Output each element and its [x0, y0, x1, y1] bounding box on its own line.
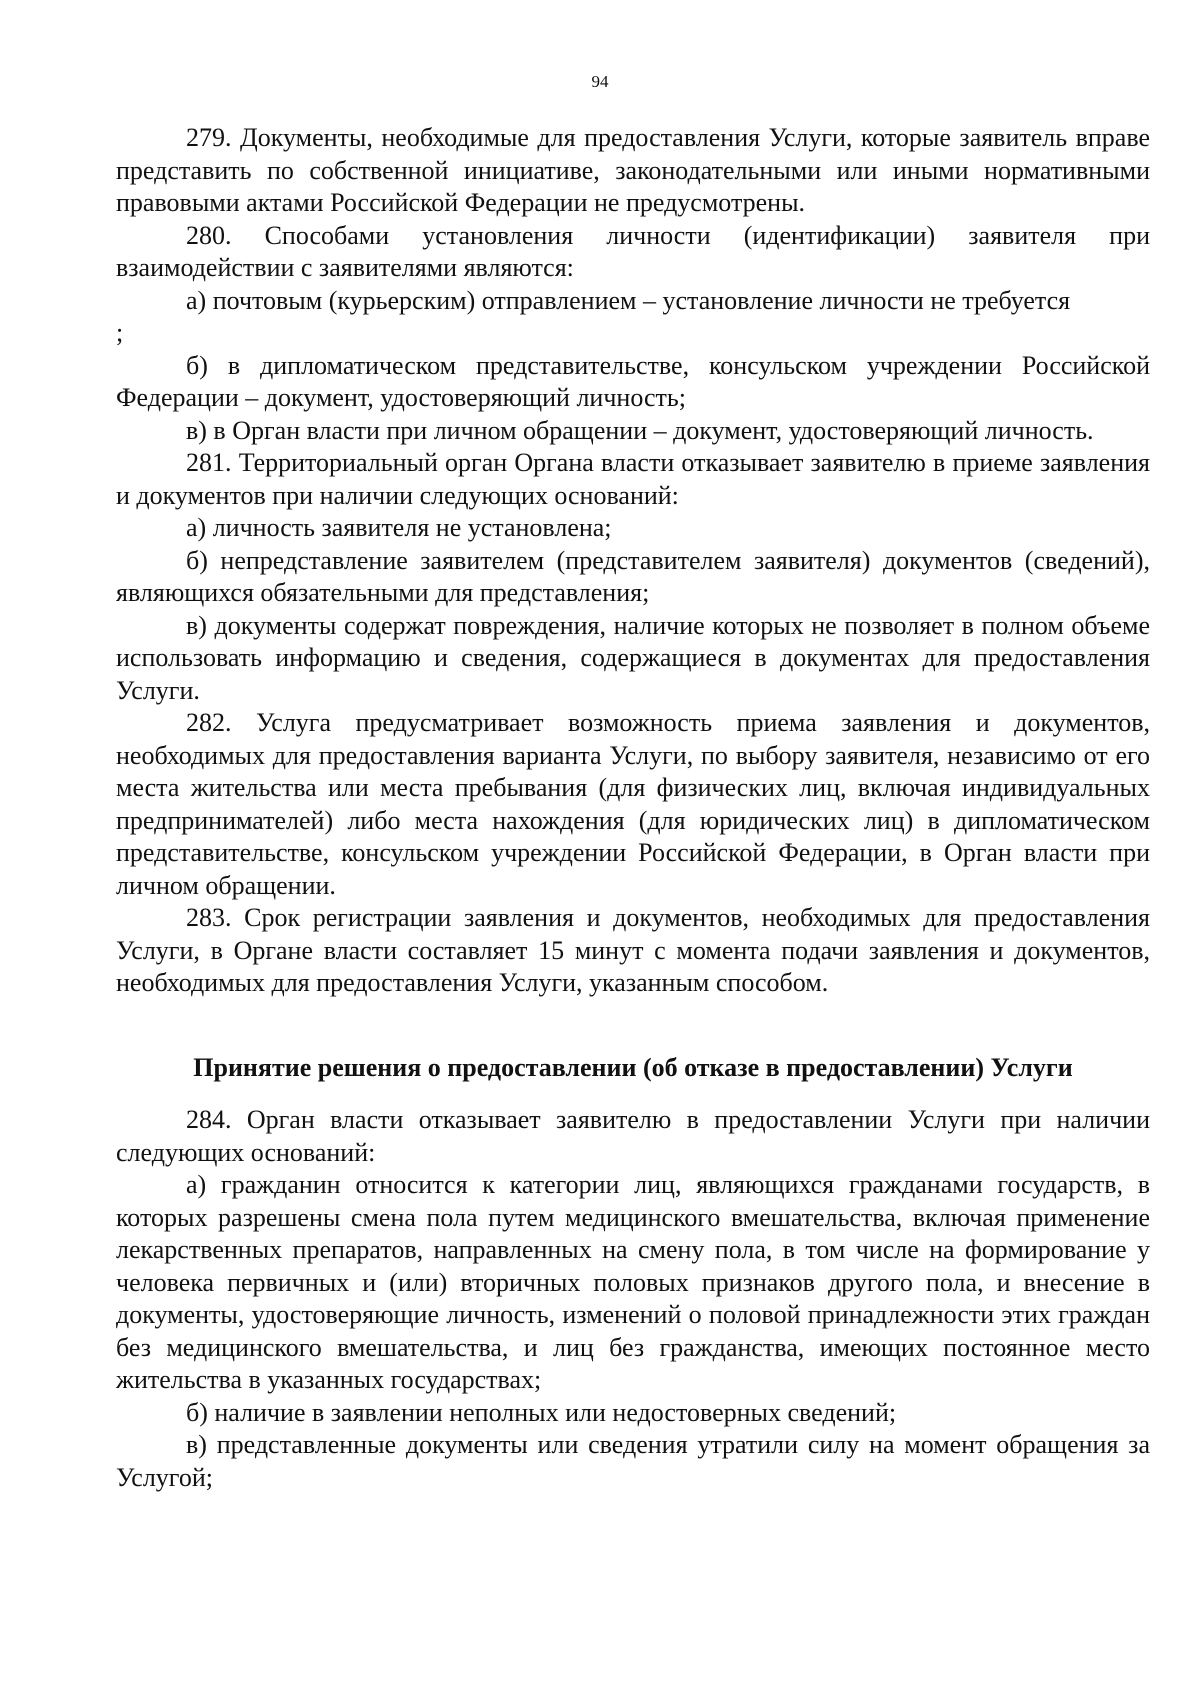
paragraph-281: 281. Территориальный орган Органа власти отказывает заявителю в приеме заявления и документов при наличии следующих оснований:: [116, 448, 1150, 510]
paragraph-282: 282. Услуга предусматривает возможность приема заявления и документов, необходимых для предоставления варианта Услуги, по выбору заявителя, независимо от его места жительства или места пребывания (для физических лиц, включая индивидуальных предпринимателей) либо места нахождения (для юридических лиц) в дипломатическом представительстве, консульском учреждении Российской Федерации, в Орган власти при личном обращении.: [116, 708, 1150, 900]
paragraph-280-b: б) в дипломатическом представительстве, консульском учреждении Российской Федерации – документ, удостоверяющий личность;: [116, 350, 1150, 412]
paragraph-280-a: а) почтовым (курьерским) отправлением – установление личности не требуется: [186, 285, 1071, 315]
paragraph-284-a: а) гражданин относится к категории лиц, являющихся гражданами государств, в которых разрешены смена пола путем медицинского вмешательства, включая применение лекарственных препаратов, направленных на смену пола, в том числе на формирование у человека первичных и (или) вторичных половых признаков другого пола, и внесение в документы, удостоверяющие личность, изменений о половой принадлежности этих граждан без медицинского вмешательства, и лиц без гражданства, имеющих постоянное место жительства в указанных государствах;: [116, 1170, 1150, 1394]
paragraph-279: 279. Документы, необходимые для предоставления Услуги, которые заявитель вправе представить по собственной инициативе, законодательными или иными нормативными правовыми актами Российской Федерации не предусмотрены.: [116, 123, 1150, 217]
paragraph-284-v: в) представленные документы или сведения утратили силу на момент обращения за Услугой;: [116, 1430, 1150, 1492]
page-number: 94: [591, 72, 609, 91]
paragraph-281-a: а) личность заявителя не установлена;: [186, 513, 612, 542]
document-body: [116, 122, 1150, 1494]
paragraph-284: 284. Орган власти отказывает заявителю в предоставлении Услуги при наличии следующих оснований:: [116, 1105, 1150, 1167]
paragraph-280-a-semicolon: ;: [116, 318, 124, 347]
paragraph-280: 280. Способами установления личности (идентификации) заявителя при взаимодействии с заявителями являются:: [116, 220, 1150, 282]
section-heading: Принятие решения о предоставлении (об отказе в предоставлении) Услуги: [193, 1052, 1073, 1082]
paragraph-281-v: в) документы содержат повреждения, наличие которых не позволяет в полном объеме использовать информацию и сведения, содержащиеся в документах для предоставления Услуги.: [116, 610, 1150, 705]
paragraph-281-b: б) непредставление заявителем (представителем заявителя) документов (сведений), являющихся обязательными для представления;: [116, 545, 1150, 607]
paragraph-280-v: в) в Орган власти при личном обращении – документ, удостоверяющий личность.: [186, 415, 1094, 445]
paragraph-283: 283. Срок регистрации заявления и документов, необходимых для предоставления Услуги, в Органе власти составляет 15 минут с момента подачи заявления и документов, необходимых для предоставления Услуги, указанным способом.: [116, 903, 1150, 997]
paragraph-284-b: б) наличие в заявлении неполных или недостоверных сведений;: [186, 1397, 897, 1427]
